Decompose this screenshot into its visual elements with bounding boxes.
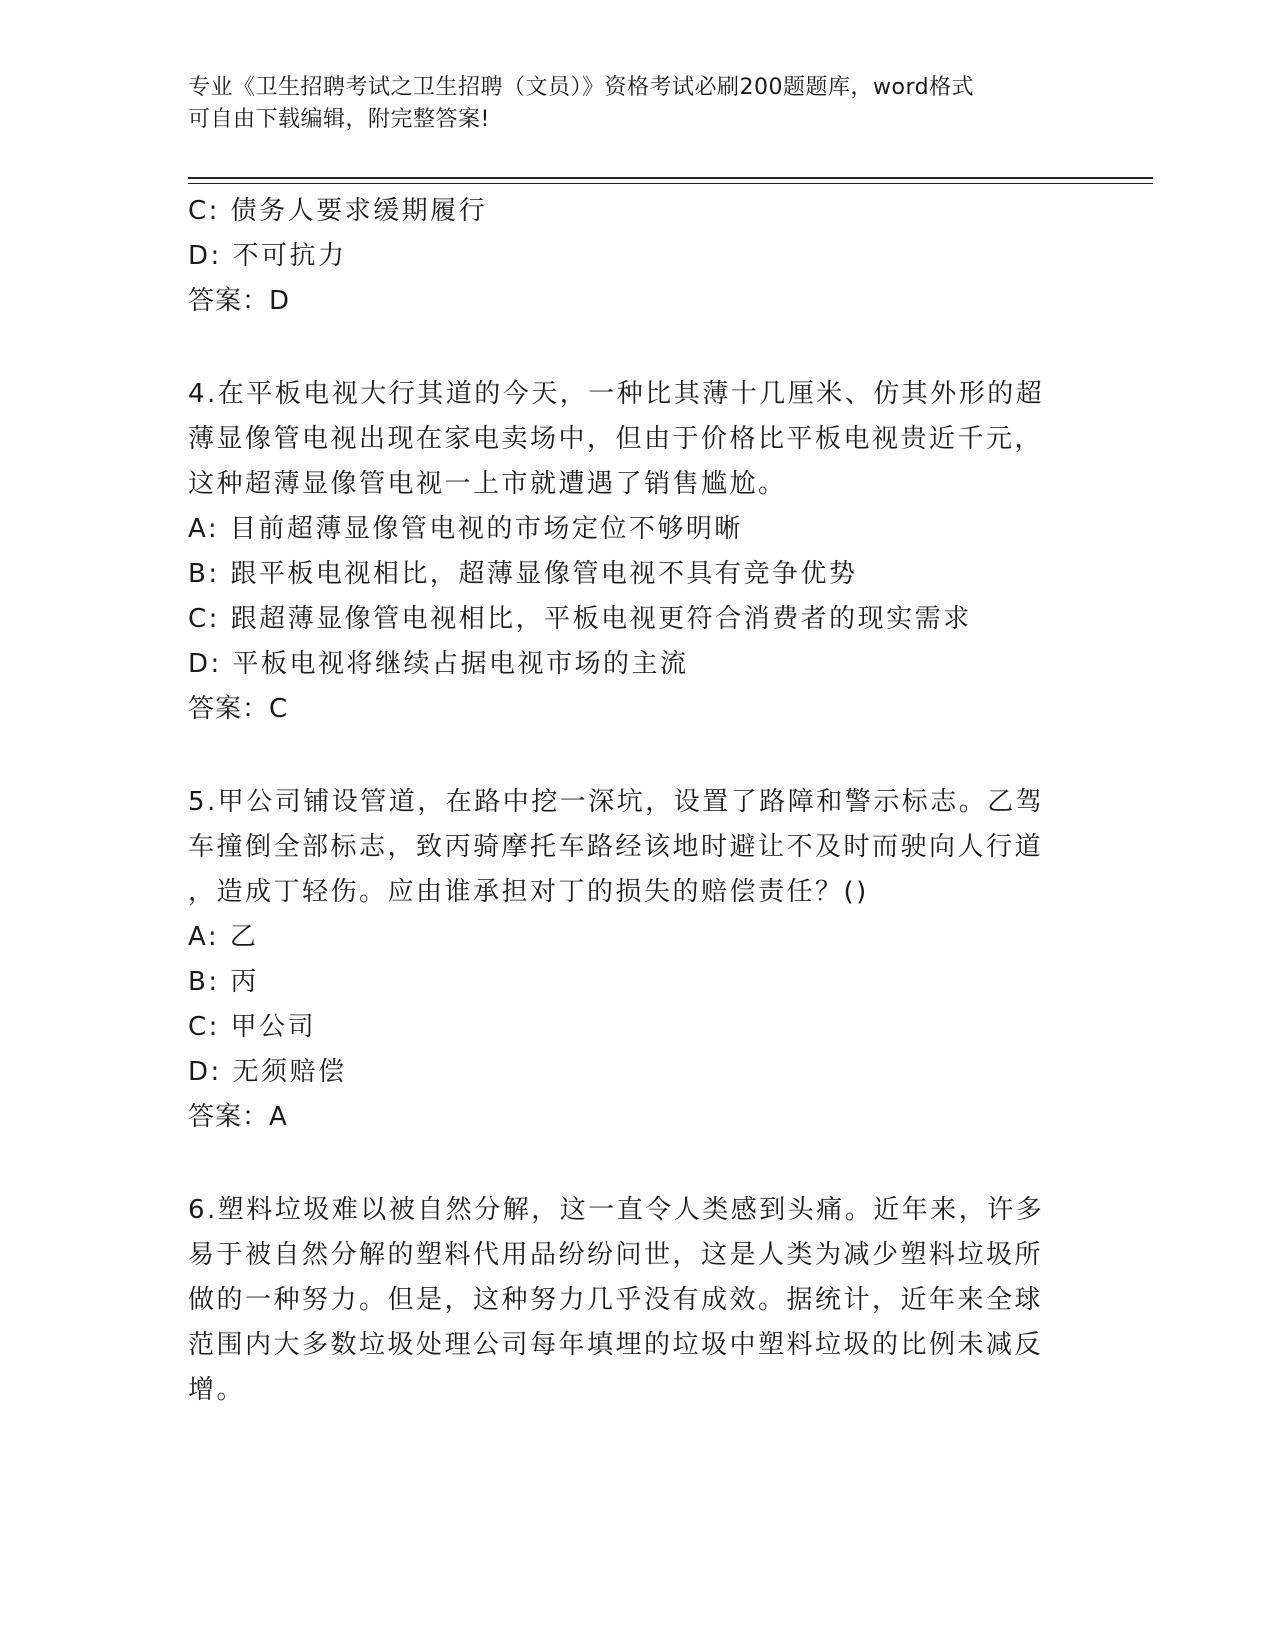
answer: 答案：A — [188, 1102, 288, 1132]
option-a: A: 目前超薄显像管电视的市场定位不够明晰 — [188, 514, 743, 544]
option-b: B: 跟平板电视相比，超薄显像管电视不具有竞争优势 — [188, 559, 858, 589]
option-b: B: 丙 — [188, 967, 259, 997]
question-text-line: 4.在平板电视大行其道的今天，一种比其薄十几厘米、仿其外形的超 — [188, 379, 1045, 409]
spacer — [188, 324, 1068, 372]
question-6 — [188, 1188, 1068, 1413]
option-d: D: 不可抗力 — [188, 241, 347, 271]
document-body — [188, 189, 1068, 1413]
option-c: C: 债务人要求缓期履行 — [188, 196, 488, 226]
question-3 — [188, 189, 1068, 324]
option-c: C: 甲公司 — [188, 1012, 317, 1042]
question-text-line: 范围内大多数垃圾处理公司每年填埋的垃圾中塑料垃圾的比例未减反 — [188, 1330, 1044, 1360]
question-4 — [188, 372, 1068, 732]
option-d: D: 无须赔偿 — [188, 1057, 347, 1087]
question-text-line: 易于被自然分解的塑料代用品纷纷问世，这是人类为减少塑料垃圾所 — [188, 1240, 1044, 1270]
header-line-2: 可自由下载编辑，附完整答案! — [188, 107, 490, 132]
question-text-line: 增。 — [188, 1375, 246, 1405]
answer: 答案：C — [188, 694, 289, 724]
header-rule-thin — [188, 183, 1153, 184]
spacer — [188, 1140, 1068, 1188]
question-text-line: 车撞倒全部标志，致丙骑摩托车路经该地时避让不及时而驶向人行道 — [188, 832, 1044, 862]
header-line-1: 专业《卫生招聘考试之卫生招聘（文员）》资格考试必刷200题题库，word格式 — [188, 75, 975, 100]
option-d: D: 平板电视将继续占据电视市场的主流 — [188, 649, 689, 679]
question-5 — [188, 780, 1068, 1140]
question-text-line: ，造成丁轻伤。应由谁承担对丁的损失的赔偿责任？() — [188, 877, 869, 907]
question-text-line: 这种超薄显像管电视一上市就遭遇了销售尴尬。 — [188, 469, 787, 499]
document-header — [188, 72, 1068, 136]
question-text-line: 6.塑料垃圾难以被自然分解，这一直令人类感到头痛。近年来，许多 — [188, 1195, 1045, 1225]
spacer — [188, 732, 1068, 780]
option-c: C: 跟超薄显像管电视相比，平板电视更符合消费者的现实需求 — [188, 604, 972, 634]
header-rule-thick — [188, 177, 1153, 179]
question-text-line: 薄显像管电视出现在家电卖场中，但由于价格比平板电视贵近千元， — [188, 424, 1044, 454]
option-a: A: 乙 — [188, 922, 259, 952]
question-text-line: 5.甲公司铺设管道，在路中挖一深坑，设置了路障和警示标志。乙驾 — [188, 787, 1045, 817]
answer: 答案：D — [188, 286, 291, 316]
question-text-line: 做的一种努力。但是，这种努力几乎没有成效。据统计，近年来全球 — [188, 1285, 1044, 1315]
